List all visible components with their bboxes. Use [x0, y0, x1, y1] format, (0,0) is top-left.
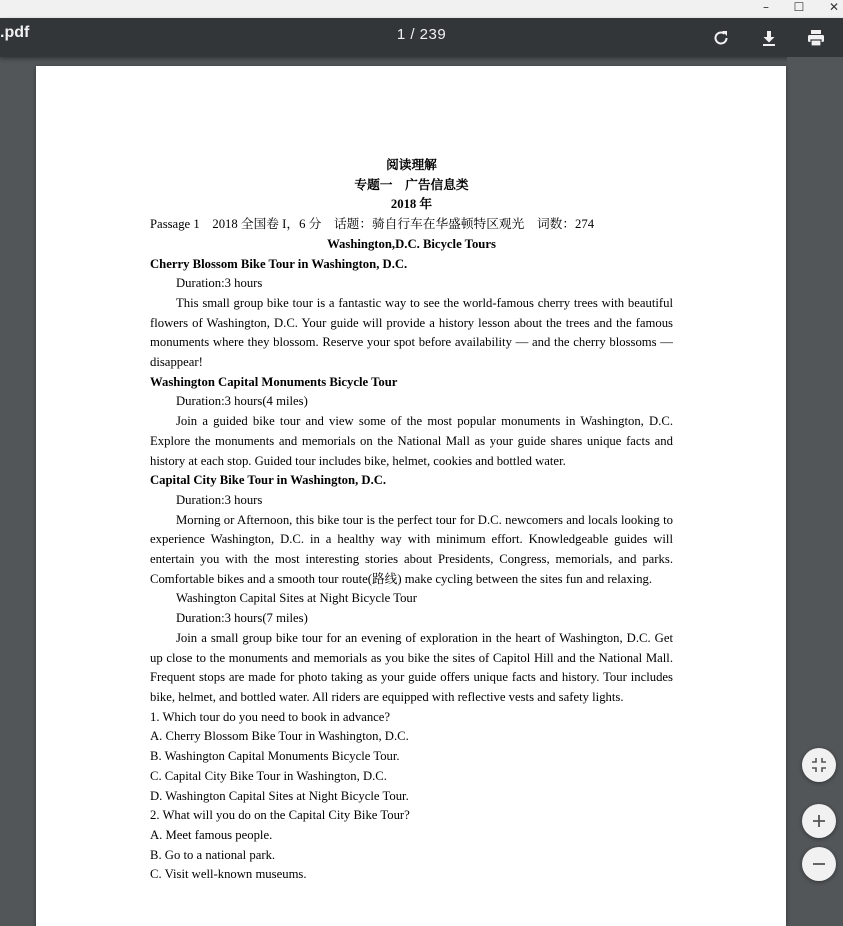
document-title: 阅读理解 [386, 158, 437, 172]
section-title: 专题一 广告信息类 [354, 177, 469, 192]
tour3-text: Morning or Afternoon, this bike tour is the perfect tour for D.C. newcomers and locals looking to experience Washington, D.C. in a healthy way with minimum effort. Knowledgeable guides will entertain you with the most interesting stories about Presidents, Congress, memorials, and parks. Comfortable bikes and a smooth tour route(路线) make cycling between the sites fun and relaxing. [150, 512, 673, 586]
download-button[interactable] [757, 26, 781, 50]
fit-to-page-icon [811, 757, 827, 773]
zoom-out-icon [811, 856, 827, 872]
pdf-page [36, 66, 786, 926]
tour2-text: Join a guided bike tour and view some of the most popular monuments in Washington, D.C. Explore the monuments and memorials on the National Mall as your guide shares unique facts and history at each stop. Guided tour includes bike, helmet, cookies and bottled water. [150, 414, 673, 468]
print-icon [804, 26, 828, 50]
tour4-title: Washington Capital Sites at Night Bicycle Tour [176, 591, 417, 606]
fit-to-page-button[interactable] [802, 748, 836, 782]
tour4-text: Join a small group bike tour for an evening of exploration in the heart of Washington, D.C. Get up close to the monuments and memorials as you bike the sites of Capitol Hill and the National Mall. Frequent stops are made for photo taking as your guide offers unique facts and history. Tour includes bike, helmet, and bottled water. All riders are equipped with reflective vests and safety lights. [150, 630, 673, 704]
window-titlebar [0, 0, 843, 18]
maximize-button[interactable]: ☐ [793, 0, 805, 14]
download-icon [757, 26, 781, 50]
passage-meta: Passage 1 2018 全国卷 I，6 分 话题：骑自行车在华盛顿特区观光 词数：274 [150, 217, 595, 232]
document-content [150, 156, 673, 885]
zoom-in-icon [811, 813, 827, 829]
q1-option-d: D. Washington Capital Sites at Night Bicycle Tour. [150, 788, 409, 803]
rotate-icon [709, 26, 733, 50]
tour1-title: Cherry Blossom Bike Tour in Washington, D.C. [150, 256, 408, 271]
tour3-title: Capital City Bike Tour in Washington, D.C. [150, 473, 387, 488]
scroll-track[interactable] [787, 57, 843, 914]
zoom-in-button[interactable] [802, 804, 836, 838]
page-indicator[interactable]: 1 / 239 [396, 26, 447, 43]
tour2-duration: Duration:3 hours(4 miles) [176, 394, 308, 409]
q1-option-b: B. Washington Capital Monuments Bicycle Tour. [150, 749, 400, 764]
question-1: 1. Which tour do you need to book in advance? [150, 709, 391, 724]
close-button[interactable]: ✕ [828, 0, 840, 14]
tour2-title: Washington Capital Monuments Bicycle Tour [150, 374, 398, 389]
tour3-duration: Duration:3 hours [176, 492, 263, 507]
q1-option-a: A. Cherry Blossom Bike Tour in Washington, D.C. [150, 729, 409, 744]
tour1-duration: Duration:3 hours [176, 276, 263, 291]
q1-option-c: C. Capital City Bike Tour in Washington, D.C. [150, 768, 387, 783]
tour4-duration: Duration:3 hours(7 miles) [176, 611, 308, 626]
passage-title: Washington,D.C. Bicycle Tours [327, 236, 496, 251]
q2-option-c: C. Visit well-known museums. [150, 867, 307, 882]
minimize-button[interactable]: – [763, 0, 769, 14]
print-button[interactable] [804, 26, 828, 50]
zoom-out-button[interactable] [802, 847, 836, 881]
tour1-text: This small group bike tour is a fantastic way to see the world-famous cherry trees with beautiful flowers of Washington, D.C. Your guide will provide a history lesson about the trees and the famous monuments where they blossom. Reserve your spot before availability — and the cherry blossoms — disappear! [150, 295, 673, 370]
rotate-button[interactable] [709, 26, 733, 50]
file-name: .pdf [0, 24, 30, 41]
q2-option-a: A. Meet famous people. [150, 827, 273, 842]
pdf-toolbar [0, 18, 843, 57]
year-heading: 2018 年 [390, 197, 433, 212]
question-2: 2. What will you do on the Capital City Bike Tour? [150, 808, 410, 823]
q2-option-b: B. Go to a national park. [150, 847, 276, 862]
